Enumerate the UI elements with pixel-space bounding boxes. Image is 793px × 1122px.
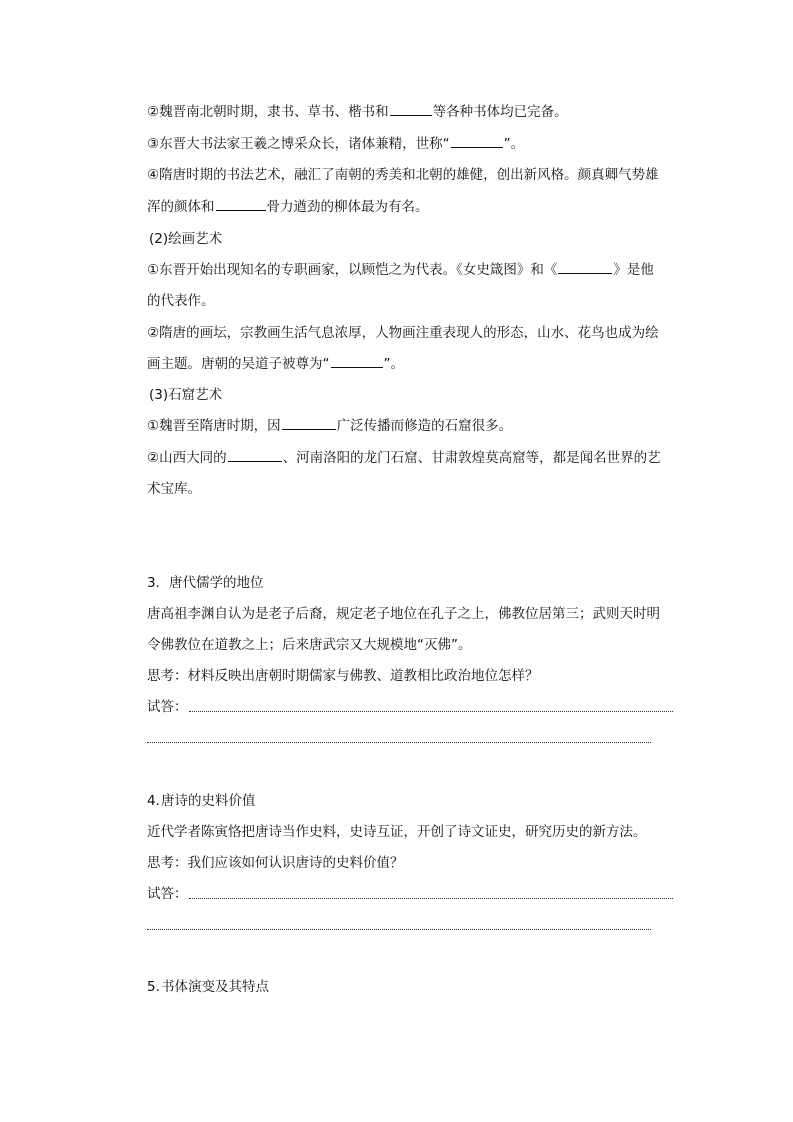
text: 广泛传播而修造的石窟很多。	[336, 418, 513, 434]
text: 画主题。唐朝的吴道子被尊为“	[147, 356, 330, 372]
text: 等各种书体均已完备。	[432, 104, 568, 120]
answer-line[interactable]	[189, 898, 673, 899]
section-4-question: 思考：我们应该如何认识唐诗的史料价值？	[147, 855, 404, 871]
answer-line[interactable]	[189, 711, 673, 712]
section-3-text-line-2: 令佛教位在道教之上；后来唐武宗又大规模地“灭佛”。	[147, 637, 472, 653]
answer-line[interactable]	[147, 742, 651, 743]
text: ③东晋大书法家王羲之博采众长，诸体兼精，世称“	[147, 136, 450, 152]
text: 》是他	[613, 262, 654, 278]
calligraphy-item-3	[147, 134, 524, 154]
section-number: 5.	[147, 979, 160, 995]
section-4-text-line-1: 近代学者陈寅恪把唐诗当作史料，史诗互证，开创了诗文证史，研究历史的新方法。	[147, 824, 647, 840]
section-title: 唐诗的史料价值	[161, 793, 256, 809]
grotto-item-2-line-1	[147, 448, 661, 468]
fill-blank[interactable]	[216, 197, 266, 211]
calligraphy-item-4-line-2	[147, 197, 429, 217]
fill-blank[interactable]	[390, 102, 432, 116]
section-title: 唐代儒学的地位	[169, 575, 264, 591]
section-number: 4.	[147, 793, 160, 809]
section-number: 3.	[147, 575, 160, 591]
text: 、河南洛阳的龙门石窟、甘肃敦煌莫高窟等，都是闻名世界的艺	[282, 450, 661, 466]
text: 骨力遒劲的柳体最为有名。	[266, 199, 429, 215]
painting-item-2-line-2	[147, 354, 404, 374]
text: 浑的颜体和	[147, 199, 215, 215]
section-title: 书体演变及其特点	[161, 979, 269, 995]
text: ②山西大同的	[147, 450, 227, 466]
grotto-heading: (3)石窟艺术	[149, 387, 223, 403]
fill-blank[interactable]	[228, 448, 282, 462]
calligraphy-item-4-line-1: ④隋唐时期的书法艺术，融汇了南朝的秀美和北朝的雄健，创出新风格。颜真卿气势雄	[147, 167, 659, 183]
grotto-item-2-line-2: 术宝库。	[147, 481, 201, 497]
text: ”。	[503, 136, 525, 152]
section-3-question: 思考：材料反映出唐朝时期儒家与佛教、道教相比政治地位怎样？	[147, 668, 539, 684]
painting-item-1-line-1	[147, 260, 654, 280]
section-5-heading	[147, 977, 269, 997]
painting-item-2-line-1: ②隋唐的画坛，宗教画生活气息浓厚，人物画注重表现人的形态，山水、花鸟也成为绘	[147, 325, 659, 341]
text: ②魏晋南北朝时期，隶书、草书、楷书和	[147, 104, 389, 120]
answer-line[interactable]	[147, 929, 651, 930]
fill-blank[interactable]	[282, 416, 336, 430]
painting-heading: (2)绘画艺术	[149, 231, 223, 247]
text: ①东晋开始出现知名的专职画家，以顾恺之为代表。《女史箴图》和《	[147, 262, 558, 278]
text: ”。	[383, 356, 404, 372]
section-4-heading	[147, 791, 256, 811]
text: ①魏晋至隋唐时期，因	[147, 418, 281, 434]
grotto-item-1	[147, 416, 512, 436]
section-3-answer-label: 试答：	[147, 699, 188, 715]
section-3-heading	[147, 573, 264, 593]
fill-blank[interactable]	[451, 134, 503, 148]
fill-blank[interactable]	[558, 260, 612, 274]
calligraphy-item-2	[147, 102, 568, 122]
section-3-text-line-1: 唐高祖李渊自认为是老子后裔，规定老子地位在孔子之上，佛教位居第三；武则天时明	[147, 606, 660, 622]
section-4-answer-label: 试答：	[147, 886, 188, 902]
painting-item-1-line-2: 的代表作。	[147, 293, 215, 309]
fill-blank[interactable]	[331, 354, 383, 368]
